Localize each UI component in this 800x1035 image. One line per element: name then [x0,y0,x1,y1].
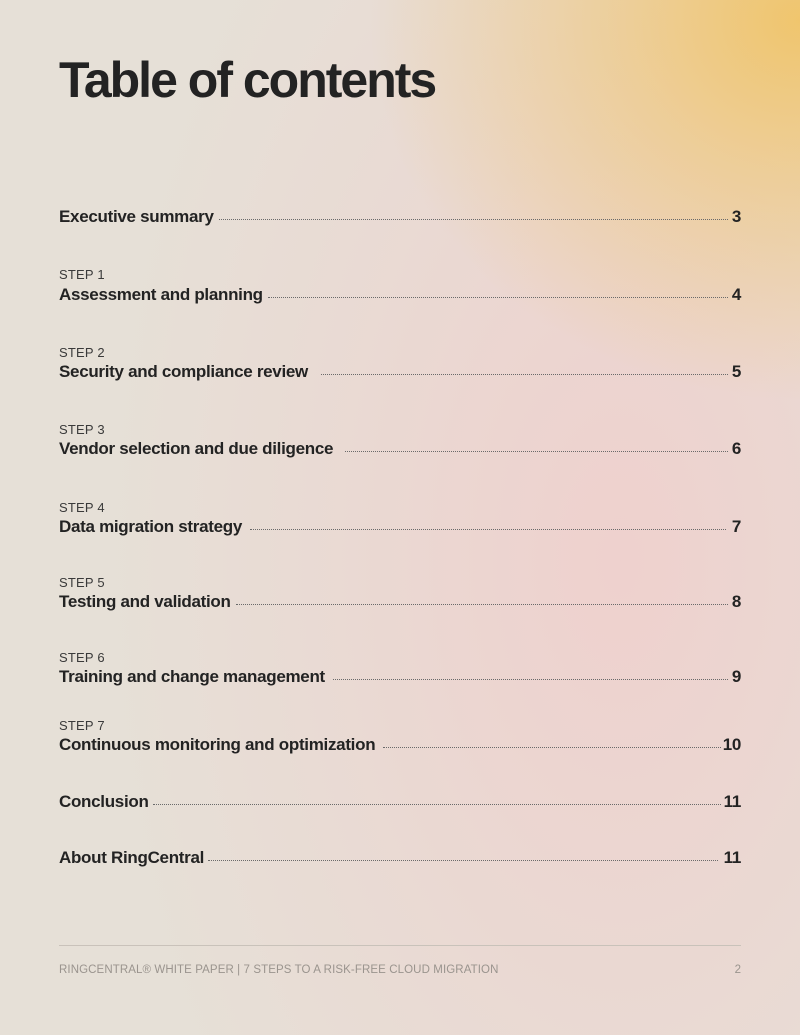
toc-entry-page: 3 [731,207,741,226]
dotted-leader [208,860,718,861]
toc-entry-assessment-and-planning[interactable] [59,284,741,306]
toc-entry-title: Continuous monitoring and optimization [59,735,376,754]
toc-entry-page: 11 [723,792,741,811]
footer-divider [59,945,741,946]
dotted-leader [250,529,726,530]
toc-entry-conclusion[interactable] [59,791,741,813]
dotted-leader [333,679,728,680]
dotted-leader [153,804,721,805]
toc-entry-testing-and-validation[interactable] [59,591,741,613]
toc-entry-security-and-compliance-review[interactable] [59,361,741,383]
toc-entry-page: 8 [731,592,741,611]
step-label: STEP 6 [59,650,105,665]
toc-entry-title: Security and compliance review [59,362,308,381]
step-label: STEP 7 [59,718,105,733]
footer-document-title: RINGCENTRAL® WHITE PAPER | 7 STEPS TO A RISK-FREE CLOUD MIGRATION [59,964,499,976]
step-label: STEP 3 [59,422,105,437]
toc-entry-title: Data migration strategy [59,517,242,536]
toc-entry-title: Vendor selection and due diligence [59,439,334,458]
toc-entry-page: 5 [731,362,741,381]
step-label: STEP 4 [59,500,105,515]
dotted-leader [236,604,728,605]
toc-entry-page: 9 [731,667,741,686]
toc-entry-title: Executive summary [59,207,214,226]
dotted-leader [383,747,720,748]
toc-entry-vendor-selection[interactable] [59,438,741,460]
dotted-leader [268,297,728,298]
toc-entry-page: 4 [731,285,741,304]
toc-entry-data-migration-strategy[interactable] [59,516,741,538]
dotted-leader [321,374,728,375]
toc-entry-executive-summary[interactable] [59,206,741,228]
footer-page-number: 2 [734,964,741,976]
toc-entry-page: 11 [723,848,741,867]
step-label: STEP 2 [59,345,105,360]
toc-entry-page: 10 [722,735,741,754]
toc-entry-about-ringcentral[interactable] [59,847,741,869]
toc-entry-title: About RingCentral [59,848,205,867]
toc-entry-training-and-change-management[interactable] [59,666,741,688]
page-title: Table of contents [59,52,436,108]
dotted-leader [219,219,728,220]
toc-entry-title: Training and change management [59,667,325,686]
toc-entry-title: Conclusion [59,792,149,811]
toc-entry-page: 7 [731,517,741,536]
toc-entry-title: Testing and validation [59,592,231,611]
toc-entry-page: 6 [731,439,741,458]
toc-entry-continuous-monitoring[interactable] [59,734,741,756]
dotted-leader [345,451,728,452]
step-label: STEP 5 [59,575,105,590]
step-label: STEP 1 [59,267,105,282]
toc-entry-title: Assessment and planning [59,285,263,304]
